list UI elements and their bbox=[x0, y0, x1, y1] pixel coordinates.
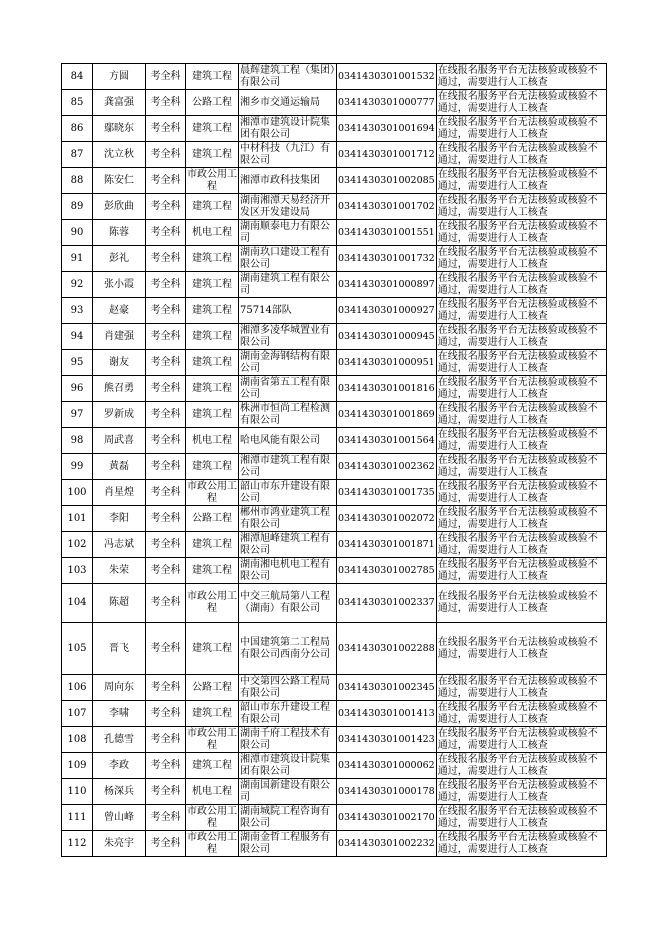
review-note: 在线报名服务平台无法核验或核验不通过，需要进行人工核查 bbox=[436, 779, 606, 805]
certificate-number: 0341430301001564 bbox=[337, 428, 437, 454]
work-unit: 湖南湘电机电工程有限公司 bbox=[239, 558, 337, 584]
row-number: 107 bbox=[62, 701, 93, 727]
exam-category: 考全科 bbox=[146, 376, 186, 402]
work-unit: 湘潭市政科技集团 bbox=[239, 168, 337, 194]
work-unit: 湘潭市建筑设计院集团有限公司 bbox=[239, 753, 337, 779]
applicant-name: 龚富强 bbox=[93, 90, 146, 116]
row-number: 90 bbox=[62, 220, 93, 246]
review-note: 在线报名服务平台无法核验或核验不通过，需要进行人工核查 bbox=[436, 168, 606, 194]
applicant-name: 孔德雪 bbox=[93, 727, 146, 753]
review-note: 在线报名服务平台无法核验或核验不通过，需要进行人工核查 bbox=[436, 675, 606, 701]
row-number: 96 bbox=[62, 376, 93, 402]
certificate-number: 0341430301001816 bbox=[337, 376, 437, 402]
exam-major: 公路工程 bbox=[186, 506, 239, 532]
certificate-number: 0341430301001694 bbox=[337, 116, 437, 142]
certificate-number: 0341430301001869 bbox=[337, 402, 437, 428]
exam-major: 市政公用工程 bbox=[186, 584, 239, 623]
applicant-name: 沈立秋 bbox=[93, 142, 146, 168]
applicant-name: 黄磊 bbox=[93, 454, 146, 480]
applicant-name: 张小霞 bbox=[93, 272, 146, 298]
work-unit: 湖南国新建设有限公司 bbox=[239, 779, 337, 805]
applicant-name: 曾山峰 bbox=[93, 805, 146, 831]
work-unit: 韶山市东升建设有限公司 bbox=[239, 480, 337, 506]
exam-category: 考全科 bbox=[146, 324, 186, 350]
certificate-number: 0341430301001735 bbox=[337, 480, 437, 506]
exam-category: 考全科 bbox=[146, 532, 186, 558]
row-number: 91 bbox=[62, 246, 93, 272]
applicant-name: 杨深兵 bbox=[93, 779, 146, 805]
applicant-name: 李阳 bbox=[93, 506, 146, 532]
exam-major: 公路工程 bbox=[186, 90, 239, 116]
work-unit: 郴州市鸿业建筑工程有限公司 bbox=[239, 506, 337, 532]
certificate-number: 0341430301001871 bbox=[337, 532, 437, 558]
work-unit: 湘乡市交通运输局 bbox=[239, 90, 337, 116]
certificate-number: 0341430301001413 bbox=[337, 701, 437, 727]
exam-major: 市政公用工程 bbox=[187, 831, 237, 855]
certificate-number: 0341430301000927 bbox=[337, 298, 437, 324]
certificate-number: 0341430301002072 bbox=[337, 506, 437, 532]
work-unit: 中材科技（九江）有限公司 bbox=[239, 142, 337, 168]
exam-category: 考全科 bbox=[146, 168, 186, 194]
work-unit: 哈电风能有限公司 bbox=[239, 428, 337, 454]
applicant-name: 陈安仁 bbox=[93, 168, 146, 194]
exam-major: 建筑工程 bbox=[186, 753, 239, 779]
certificate-number: 0341430301000178 bbox=[337, 779, 437, 805]
certificate-number: 0341430301001702 bbox=[337, 194, 437, 220]
row-number: 109 bbox=[62, 753, 93, 779]
exam-major: 建筑工程 bbox=[186, 298, 239, 324]
review-note: 在线报名服务平台无法核验或核验不通过，需要进行人工核查 bbox=[436, 727, 606, 753]
review-note: 在线报名服务平台无法核验或核验不通过，需要进行人工核查 bbox=[436, 64, 606, 90]
certificate-number: 0341430301002362 bbox=[337, 454, 437, 480]
exam-category: 考全科 bbox=[146, 831, 186, 857]
table-row bbox=[62, 298, 607, 324]
row-number: 86 bbox=[62, 116, 93, 142]
review-note: 在线报名服务平台无法核验或核验不通过，需要进行人工核查 bbox=[436, 454, 606, 480]
exam-category: 考全科 bbox=[146, 402, 186, 428]
work-unit: 75714部队 bbox=[239, 298, 337, 324]
review-note: 在线报名服务平台无法核验或核验不通过，需要进行人工核查 bbox=[436, 506, 606, 532]
exam-category: 考全科 bbox=[146, 194, 186, 220]
exam-category: 考全科 bbox=[146, 584, 186, 623]
exam-major: 建筑工程 bbox=[186, 142, 239, 168]
certificate-number: 0341430301002288 bbox=[337, 623, 437, 675]
row-number: 105 bbox=[62, 623, 93, 675]
exam-category: 考全科 bbox=[146, 454, 186, 480]
row-number: 87 bbox=[62, 142, 93, 168]
applicant-name: 赵豪 bbox=[93, 298, 146, 324]
table-row bbox=[62, 350, 607, 376]
table-row bbox=[62, 805, 607, 831]
review-note: 在线报名服务平台无法核验或核验不通过，需要进行人工核查 bbox=[436, 428, 606, 454]
table-row bbox=[62, 90, 607, 116]
exam-major: 建筑工程 bbox=[186, 116, 239, 142]
applicant-name: 朱荣 bbox=[93, 558, 146, 584]
row-number: 112 bbox=[62, 831, 93, 857]
exam-category: 考全科 bbox=[146, 805, 186, 831]
applicant-name: 李政 bbox=[93, 753, 146, 779]
applicant-name: 陈超 bbox=[93, 584, 146, 623]
exam-major: 市政公用工程 bbox=[187, 805, 237, 829]
table-row bbox=[62, 831, 607, 857]
table-row bbox=[62, 558, 607, 584]
applicant-name: 陈蓉 bbox=[93, 220, 146, 246]
exam-major: 市政公用工程 bbox=[187, 727, 237, 751]
exam-category: 考全科 bbox=[146, 142, 186, 168]
applicant-name: 肖建强 bbox=[93, 324, 146, 350]
table-row bbox=[62, 246, 607, 272]
work-unit: 中交三航局第八工程（湖南）有限公司 bbox=[239, 584, 337, 623]
certificate-number: 0341430301002170 bbox=[337, 805, 437, 831]
table-row bbox=[62, 142, 607, 168]
applicant-name: 周向东 bbox=[93, 675, 146, 701]
row-number: 97 bbox=[62, 402, 93, 428]
row-number: 106 bbox=[62, 675, 93, 701]
review-note: 在线报名服务平台无法核验或核验不通过，需要进行人工核查 bbox=[436, 701, 606, 727]
exam-major: 建筑工程 bbox=[186, 64, 239, 90]
exam-major: 建筑工程 bbox=[186, 246, 239, 272]
exam-major: 机电工程 bbox=[186, 428, 239, 454]
applicant-name: 罗新成 bbox=[93, 402, 146, 428]
certificate-number: 0341430301002085 bbox=[337, 168, 437, 194]
review-note: 在线报名服务平台无法核验或核验不通过，需要进行人工核查 bbox=[436, 272, 606, 298]
row-number: 95 bbox=[62, 350, 93, 376]
row-number: 100 bbox=[62, 480, 93, 506]
exam-major: 建筑工程 bbox=[186, 272, 239, 298]
exam-category: 考全科 bbox=[146, 753, 186, 779]
exam-category: 考全科 bbox=[146, 675, 186, 701]
row-number: 85 bbox=[62, 90, 93, 116]
exam-category: 考全科 bbox=[146, 558, 186, 584]
table-row bbox=[62, 116, 607, 142]
row-number: 108 bbox=[62, 727, 93, 753]
work-unit: 湘潭多凌华城置业有限公司 bbox=[239, 324, 337, 350]
review-note: 在线报名服务平台无法核验或核验不通过，需要进行人工核查 bbox=[436, 298, 606, 324]
table-row bbox=[62, 727, 607, 753]
certificate-number: 0341430301002337 bbox=[337, 584, 437, 623]
row-number: 111 bbox=[62, 805, 93, 831]
review-note: 在线报名服务平台无法核验或核验不通过，需要进行人工核查 bbox=[436, 350, 606, 376]
row-number: 103 bbox=[62, 558, 93, 584]
certificate-number: 0341430301001551 bbox=[337, 220, 437, 246]
exam-category: 考全科 bbox=[146, 623, 186, 675]
table-row bbox=[62, 324, 607, 350]
table-row bbox=[62, 272, 607, 298]
exam-category: 考全科 bbox=[146, 64, 186, 90]
work-unit: 中国建筑第二工程局有限公司西南分公司 bbox=[239, 623, 337, 675]
work-unit: 韶山市东升建设工程有限公司 bbox=[239, 701, 337, 727]
exam-major: 建筑工程 bbox=[186, 701, 239, 727]
exam-major: 市政公用工程 bbox=[187, 480, 237, 504]
exam-category: 考全科 bbox=[146, 428, 186, 454]
row-number: 84 bbox=[62, 64, 93, 90]
table-row bbox=[62, 480, 607, 506]
review-note: 在线报名服务平台无法核验或核验不通过，需要进行人工核查 bbox=[436, 142, 606, 168]
table-row bbox=[62, 168, 607, 194]
table-row bbox=[62, 623, 607, 675]
table-row bbox=[62, 584, 607, 623]
table-row bbox=[62, 454, 607, 480]
applicant-name: 彭礼 bbox=[93, 246, 146, 272]
row-number: 104 bbox=[62, 584, 93, 623]
table-row bbox=[62, 194, 607, 220]
exam-major: 机电工程 bbox=[186, 779, 239, 805]
certificate-number: 0341430301002785 bbox=[337, 558, 437, 584]
exam-category: 考全科 bbox=[146, 480, 186, 506]
work-unit: 晨辉建筑工程（集团）有限公司 bbox=[240, 64, 335, 88]
applicant-name: 李啸 bbox=[93, 701, 146, 727]
review-note: 在线报名服务平台无法核验或核验不通过，需要进行人工核查 bbox=[436, 324, 606, 350]
exam-major: 公路工程 bbox=[186, 675, 239, 701]
exam-major: 建筑工程 bbox=[186, 350, 239, 376]
exam-major: 建筑工程 bbox=[186, 454, 239, 480]
row-number: 99 bbox=[62, 454, 93, 480]
applicant-name: 彭欣曲 bbox=[93, 194, 146, 220]
review-note: 在线报名服务平台无法核验或核验不通过，需要进行人工核查 bbox=[436, 194, 606, 220]
exam-major: 建筑工程 bbox=[186, 402, 239, 428]
exam-category: 考全科 bbox=[146, 220, 186, 246]
review-note: 在线报名服务平台无法核验或核验不通过，需要进行人工核查 bbox=[436, 116, 606, 142]
applicant-table bbox=[61, 63, 607, 857]
row-number: 98 bbox=[62, 428, 93, 454]
applicant-name: 肖星煌 bbox=[93, 480, 146, 506]
exam-category: 考全科 bbox=[146, 350, 186, 376]
certificate-number: 0341430301000945 bbox=[337, 324, 437, 350]
work-unit: 湘潭旭峰建筑工程有限公司 bbox=[239, 532, 337, 558]
review-note: 在线报名服务平台无法核验或核验不通过，需要进行人工核查 bbox=[436, 246, 606, 272]
table-row bbox=[62, 428, 607, 454]
certificate-number: 0341430301001532 bbox=[337, 64, 437, 90]
row-number: 101 bbox=[62, 506, 93, 532]
table-row bbox=[62, 779, 607, 805]
exam-category: 考全科 bbox=[146, 506, 186, 532]
exam-major: 建筑工程 bbox=[186, 558, 239, 584]
exam-category: 考全科 bbox=[146, 701, 186, 727]
table-row bbox=[62, 753, 607, 779]
work-unit: 株洲市恒尚工程检测有限公司 bbox=[239, 402, 337, 428]
table-row bbox=[62, 376, 607, 402]
work-unit: 湖南金哲工程服务有限公司 bbox=[239, 831, 337, 857]
row-number: 89 bbox=[62, 194, 93, 220]
work-unit: 湖南千府工程技术有限公司 bbox=[239, 727, 337, 753]
applicant-name: 方圆 bbox=[93, 64, 146, 90]
review-note: 在线报名服务平台无法核验或核验不通过，需要进行人工核查 bbox=[436, 623, 606, 675]
certificate-number: 0341430301000951 bbox=[337, 350, 437, 376]
work-unit: 湖南建筑工程有限公司 bbox=[239, 272, 337, 298]
work-unit: 湖南玖口建设工程有限公司 bbox=[239, 246, 337, 272]
exam-major: 建筑工程 bbox=[186, 324, 239, 350]
table-row bbox=[62, 402, 607, 428]
row-number: 102 bbox=[62, 532, 93, 558]
certificate-number: 0341430301001732 bbox=[337, 246, 437, 272]
applicant-name: 晋飞 bbox=[93, 623, 146, 675]
table-row bbox=[62, 64, 607, 90]
row-number: 88 bbox=[62, 168, 93, 194]
exam-category: 考全科 bbox=[146, 272, 186, 298]
work-unit: 湖南城院工程咨询有限公司 bbox=[239, 805, 337, 831]
applicant-name: 熊召勇 bbox=[93, 376, 146, 402]
review-note: 在线报名服务平台无法核验或核验不通过，需要进行人工核查 bbox=[436, 402, 606, 428]
work-unit: 湖南省第五工程有限公司 bbox=[239, 376, 337, 402]
row-number: 94 bbox=[62, 324, 93, 350]
table-row bbox=[62, 506, 607, 532]
review-note: 在线报名服务平台无法核验或核验不通过，需要进行人工核查 bbox=[436, 532, 606, 558]
applicant-name: 冯志斌 bbox=[93, 532, 146, 558]
certificate-number: 0341430301002232 bbox=[337, 831, 437, 857]
review-note: 在线报名服务平台无法核验或核验不通过，需要进行人工核查 bbox=[436, 558, 606, 584]
review-note: 在线报名服务平台无法核验或核验不通过，需要进行人工核查 bbox=[436, 376, 606, 402]
table-row bbox=[62, 220, 607, 246]
review-note: 在线报名服务平台无法核验或核验不通过，需要进行人工核查 bbox=[436, 480, 606, 506]
review-note: 在线报名服务平台无法核验或核验不通过，需要进行人工核查 bbox=[436, 753, 606, 779]
exam-category: 考全科 bbox=[146, 246, 186, 272]
work-unit: 中交第四公路工程局有限公司 bbox=[239, 675, 337, 701]
review-note: 在线报名服务平台无法核验或核验不通过，需要进行人工核查 bbox=[436, 805, 606, 831]
applicant-name: 朱亮宇 bbox=[93, 831, 146, 857]
work-unit: 湖南湘潭天易经济开发区开发建设局 bbox=[239, 194, 337, 220]
review-note: 在线报名服务平台无法核验或核验不通过，需要进行人工核查 bbox=[436, 584, 606, 623]
applicant-name: 周武喜 bbox=[93, 428, 146, 454]
exam-major: 建筑工程 bbox=[186, 623, 239, 675]
exam-category: 考全科 bbox=[146, 298, 186, 324]
exam-major: 建筑工程 bbox=[186, 376, 239, 402]
review-note: 在线报名服务平台无法核验或核验不通过，需要进行人工核查 bbox=[436, 220, 606, 246]
exam-major: 机电工程 bbox=[186, 220, 239, 246]
table-body bbox=[62, 64, 607, 857]
work-unit: 湘潭市建筑设计院集团有限公司 bbox=[239, 116, 337, 142]
exam-category: 考全科 bbox=[146, 779, 186, 805]
applicant-name: 谢友 bbox=[93, 350, 146, 376]
table-row bbox=[62, 701, 607, 727]
work-unit: 湖南顺泰电力有限公司 bbox=[239, 220, 337, 246]
work-unit: 湖南金海钢结构有限公司 bbox=[239, 350, 337, 376]
row-number: 110 bbox=[62, 779, 93, 805]
table-row bbox=[62, 532, 607, 558]
certificate-number: 0341430301000897 bbox=[337, 272, 437, 298]
table-row bbox=[62, 675, 607, 701]
certificate-number: 0341430301002345 bbox=[337, 675, 437, 701]
work-unit: 湘潭市建筑工程有限公司 bbox=[239, 454, 337, 480]
exam-major: 建筑工程 bbox=[186, 532, 239, 558]
certificate-number: 0341430301000777 bbox=[337, 90, 437, 116]
row-number: 92 bbox=[62, 272, 93, 298]
exam-major: 建筑工程 bbox=[186, 194, 239, 220]
certificate-number: 0341430301001712 bbox=[337, 142, 437, 168]
exam-category: 考全科 bbox=[146, 727, 186, 753]
review-note: 在线报名服务平台无法核验或核验不通过，需要进行人工核查 bbox=[436, 831, 606, 857]
review-note: 在线报名服务平台无法核验或核验不通过，需要进行人工核查 bbox=[436, 90, 606, 116]
exam-major: 市政公用工程 bbox=[187, 168, 237, 192]
applicant-name: 鄢晓东 bbox=[93, 116, 146, 142]
certificate-number: 0341430301000062 bbox=[337, 753, 437, 779]
exam-category: 考全科 bbox=[146, 116, 186, 142]
row-number: 93 bbox=[62, 298, 93, 324]
certificate-number: 0341430301001423 bbox=[337, 727, 437, 753]
exam-category: 考全科 bbox=[146, 90, 186, 116]
